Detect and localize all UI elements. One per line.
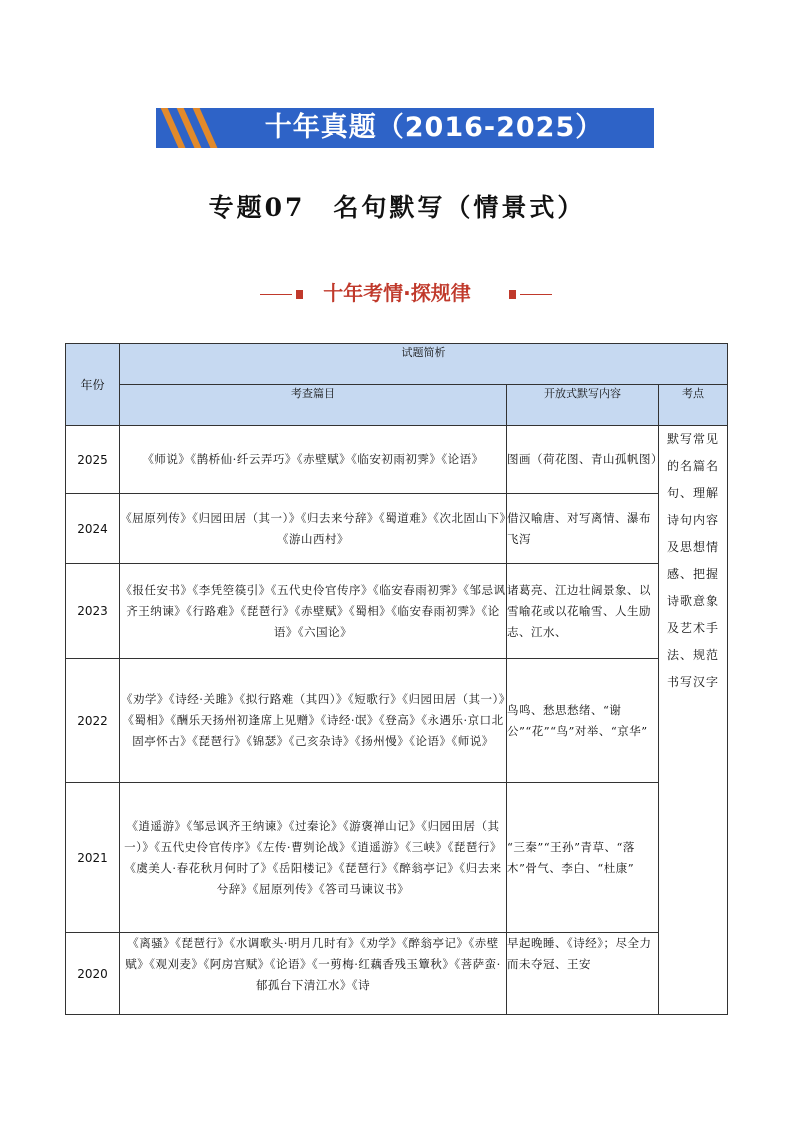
row-content: “三秦”“王孙”青草、“落木”骨气、李白、“杜康” (507, 783, 659, 933)
row-papers: 《屈原列传》《归园田居（其一）》《归去来兮辞》《蜀道难》《次北固山下》《游山西村》 (120, 494, 507, 564)
row-papers: 《劝学》《诗经·关雎》《拟行路难（其四）》《短歌行》《归园田居（其一）》《蜀相》《酬乐天扬州初逢席上见赠》《诗经·氓》《登高》《永遇乐·京口北固亭怀古》《琵琶行》《锦瑟》《己亥杂诗》《扬州慢》《论语》《师说》 (120, 659, 507, 783)
table-row (66, 783, 728, 933)
row-content: 早起晚睡、《诗经》；尽全力而未夺冠、王安 (507, 936, 652, 971)
row-year: 2025 (66, 426, 120, 494)
table-row (66, 494, 728, 564)
row-papers: 《报任安书》《李凭箜篌引》《五代史伶官传序》《临安春雨初霁》《邹忌讽齐王纳谏》《行路难》《琵琶行》《赤壁赋》《蜀相》《临安春雨初霁》《论语》《六国论》 (120, 564, 507, 659)
row-papers-cell (120, 933, 507, 1015)
row-papers: 《离骚》《琵琶行》《水调歌头·明月几时有》《劝学》《醉翁亭记》《赤壁赋》《观刈麦》《阿房宫赋》《论语》《一剪梅·红藕香残玉簟秋》《菩萨蛮·郁孤台下清江水》《诗 (125, 936, 501, 992)
exam-analysis-table (65, 343, 728, 1015)
banner-title: 十年真题（2016-2025） (264, 112, 604, 143)
row-content: 图画（荷花图、青山孤帆图） (507, 426, 659, 494)
row-content: 诸葛亮、江边壮阔景象、以雪喻花或以花喻雪、人生励志、江水、 (507, 564, 659, 659)
table-row (66, 426, 728, 494)
keypoint-cell (659, 426, 728, 1015)
table-row (66, 564, 728, 659)
header-content: 开放式默写内容 (507, 385, 659, 426)
page-banner (156, 108, 654, 148)
section-heading (0, 278, 794, 308)
subject-title: 专题07 名句默写（情景式） (208, 193, 586, 222)
section-marker-right (509, 290, 516, 299)
header-analysis: 试题简析 (120, 344, 728, 385)
table-row (66, 933, 728, 1015)
keypoint-text: 默写常见的名篇名句、理解诗句内容及思想情感、把握诗歌意象及艺术手法、规范书写汉字 (666, 432, 719, 689)
row-papers: 《师说》《鹊桥仙·纤云弄巧》《赤壁赋》《临安初雨初霁》《论语》 (120, 426, 507, 494)
section-divider-right (520, 294, 552, 295)
row-year: 2024 (66, 494, 120, 564)
header-papers: 考查篇目 (120, 385, 507, 426)
row-year: 2020 (66, 933, 120, 1015)
section-title: 十年考情·探规律 (323, 281, 471, 305)
table-row (66, 659, 728, 783)
header-year: 年份 (66, 344, 120, 426)
row-year: 2021 (66, 783, 120, 933)
row-content: 鸟鸣、愁思愁绪、“谢公”“花”“鸟”对举、“京华” (507, 659, 659, 783)
row-year: 2022 (66, 659, 120, 783)
row-content-cell (507, 933, 659, 1015)
header-keypoint: 考点 (659, 385, 728, 426)
row-year: 2023 (66, 564, 120, 659)
row-papers: 《逍遥游》《邹忌讽齐王纳谏》《过秦论》《游褒禅山记》《归园田居（其一）》《五代史伶官传序》《左传·曹刿论战》《逍遥游》《三峡》《琵琶行》《虞美人·春花秋月何时了》《岳阳楼记》《琵琶行》《醉翁亭记》《归去来兮辞》《屈原列传》《答司马谏议书》 (120, 783, 507, 933)
row-content: 借汉喻唐、对写离情、瀑布飞泻 (507, 494, 659, 564)
